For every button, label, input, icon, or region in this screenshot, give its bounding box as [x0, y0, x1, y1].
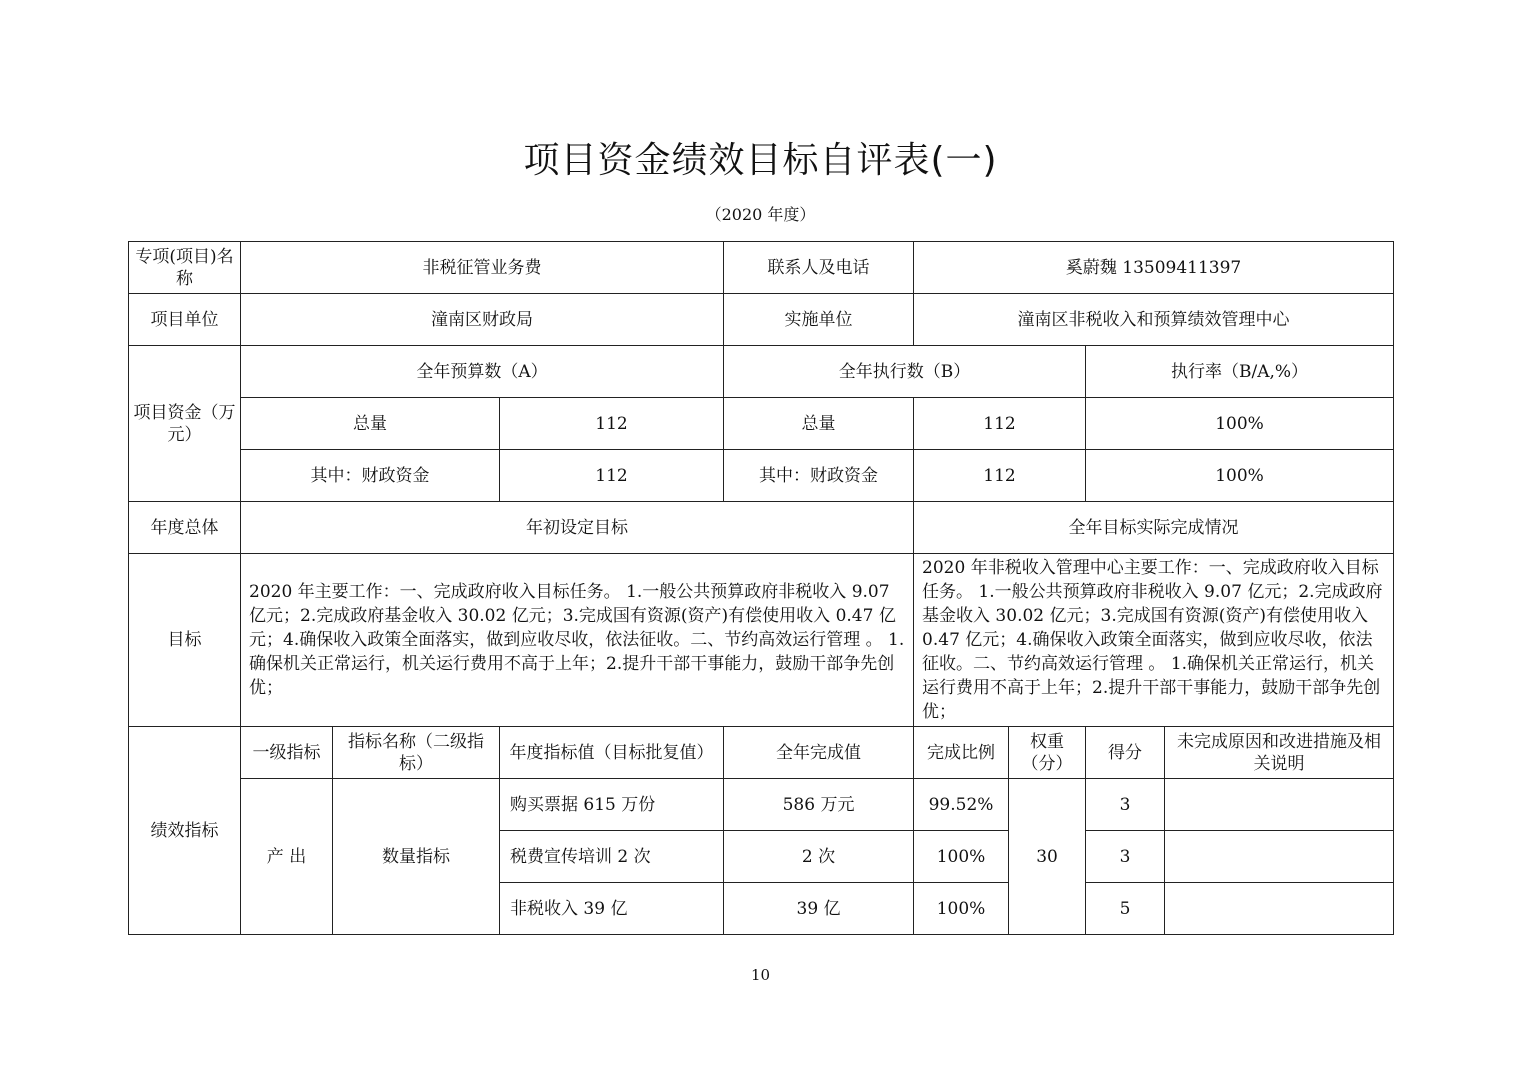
row-note: [1165, 883, 1394, 935]
fiscal-budget: 112: [500, 450, 724, 502]
col-ratio-header: 完成比例: [914, 727, 1009, 779]
funds-label: 项目资金（万元）: [129, 346, 241, 502]
impl-unit-label: 实施单位: [724, 294, 914, 346]
col-actual-header: 全年完成值: [724, 727, 914, 779]
fiscal-rate: 100%: [1086, 450, 1394, 502]
page-number: 10: [750, 966, 771, 984]
col-note-header: 未完成原因和改进措施及相关说明: [1165, 727, 1394, 779]
row-target: 税费宣传培训 2 次: [500, 831, 724, 883]
row-note: [1165, 831, 1394, 883]
actual-goal-text: 2020 年非税收入管理中心主要工作：一、完成政府收入目标任务。 1.一般公共预算政府非税收入 9.07 亿元；2.完成政府基金收入 30.02 亿元；3.完成国有资源(资产)有偿使用收入 0.47 亿元；4.确保收入政策全面落实，做到应收尽收，依法征收。二、节约高效运行管理 。 1.确保机关正常运行，机关运行费用不高于上年；2.提升干部干事能力，鼓励干部争先创优；: [914, 554, 1394, 727]
initial-goal-text: 2020 年主要工作：一、完成政府收入目标任务。 1.一般公共预算政府非税收入 9.07 亿元；2.完成政府基金收入 30.02 亿元；3.完成国有资源(资产)有偿使用收入 0.47 亿元；4.确保收入政策全面落实，做到应收尽收，依法征收。二、节约高效运行管理 。 1.确保机关正常运行，机关运行费用不高于上年；2.提升干部干事能力，鼓励干部争先创优；: [241, 554, 914, 727]
total-budget: 112: [500, 398, 724, 450]
row-actual: 39 亿: [724, 883, 914, 935]
overall-label: 年度总体: [129, 502, 241, 554]
row-score: 3: [1086, 779, 1165, 831]
indicator-label: 绩效指标: [129, 727, 241, 935]
row-target: 非税收入 39 亿: [500, 883, 724, 935]
project-name-row: [129, 242, 1394, 294]
goals-text-row: [129, 554, 1394, 727]
contact-value: 奚蔚魏 13509411397: [914, 242, 1394, 294]
table-row: [129, 779, 1394, 831]
contact-label: 联系人及电话: [724, 242, 914, 294]
total-exec: 112: [914, 398, 1086, 450]
initial-goal-header: 年初设定目标: [241, 502, 914, 554]
row-actual: 2 次: [724, 831, 914, 883]
fiscal-exec: 112: [914, 450, 1086, 502]
row-target: 购买票据 615 万份: [500, 779, 724, 831]
col-level1-header: 一级指标: [241, 727, 333, 779]
impl-unit-value: 潼南区非税收入和预算绩效管理中心: [914, 294, 1394, 346]
col-name-header: 指标名称（二级指标）: [333, 727, 500, 779]
row-ratio: 100%: [914, 831, 1009, 883]
row-score: 5: [1086, 883, 1165, 935]
level1-value: 产 出: [241, 779, 333, 935]
row-actual: 586 万元: [724, 779, 914, 831]
rate-header: 执行率（B/A,%）: [1086, 346, 1394, 398]
actual-goal-header: 全年目标实际完成情况: [914, 502, 1394, 554]
row-note: [1165, 779, 1394, 831]
indicator-header-row: [129, 727, 1394, 779]
row-ratio: 99.52%: [914, 779, 1009, 831]
project-unit-value: 潼南区财政局: [241, 294, 724, 346]
weight-value: 30: [1009, 779, 1086, 935]
page-subtitle: （2020 年度）: [705, 205, 816, 224]
col-score-header: 得分: [1086, 727, 1165, 779]
total-exec-label: 总量: [724, 398, 914, 450]
funds-fiscal-row: [129, 450, 1394, 502]
row-ratio: 100%: [914, 883, 1009, 935]
col-target-header: 年度指标值（目标批复值）: [500, 727, 724, 779]
fiscal-exec-label: 其中：财政资金: [724, 450, 914, 502]
fiscal-label: 其中：财政资金: [241, 450, 500, 502]
total-label: 总量: [241, 398, 500, 450]
page-title: 项目资金绩效目标自评表(一): [523, 140, 998, 181]
goal-label: 目标: [129, 554, 241, 727]
project-name-label: 专项(项目)名称: [129, 242, 241, 294]
budget-header: 全年预算数（A）: [241, 346, 724, 398]
project-unit-row: [129, 294, 1394, 346]
level2-value: 数量指标: [333, 779, 500, 935]
funds-total-row: [129, 398, 1394, 450]
row-score: 3: [1086, 831, 1165, 883]
funds-header-row: [129, 346, 1394, 398]
project-name-value: 非税征管业务费: [241, 242, 724, 294]
goals-header-row: [129, 502, 1394, 554]
col-weight-header: 权重（分）: [1009, 727, 1086, 779]
project-unit-label: 项目单位: [129, 294, 241, 346]
total-rate: 100%: [1086, 398, 1394, 450]
exec-header: 全年执行数（B）: [724, 346, 1086, 398]
performance-table: [128, 241, 1394, 935]
